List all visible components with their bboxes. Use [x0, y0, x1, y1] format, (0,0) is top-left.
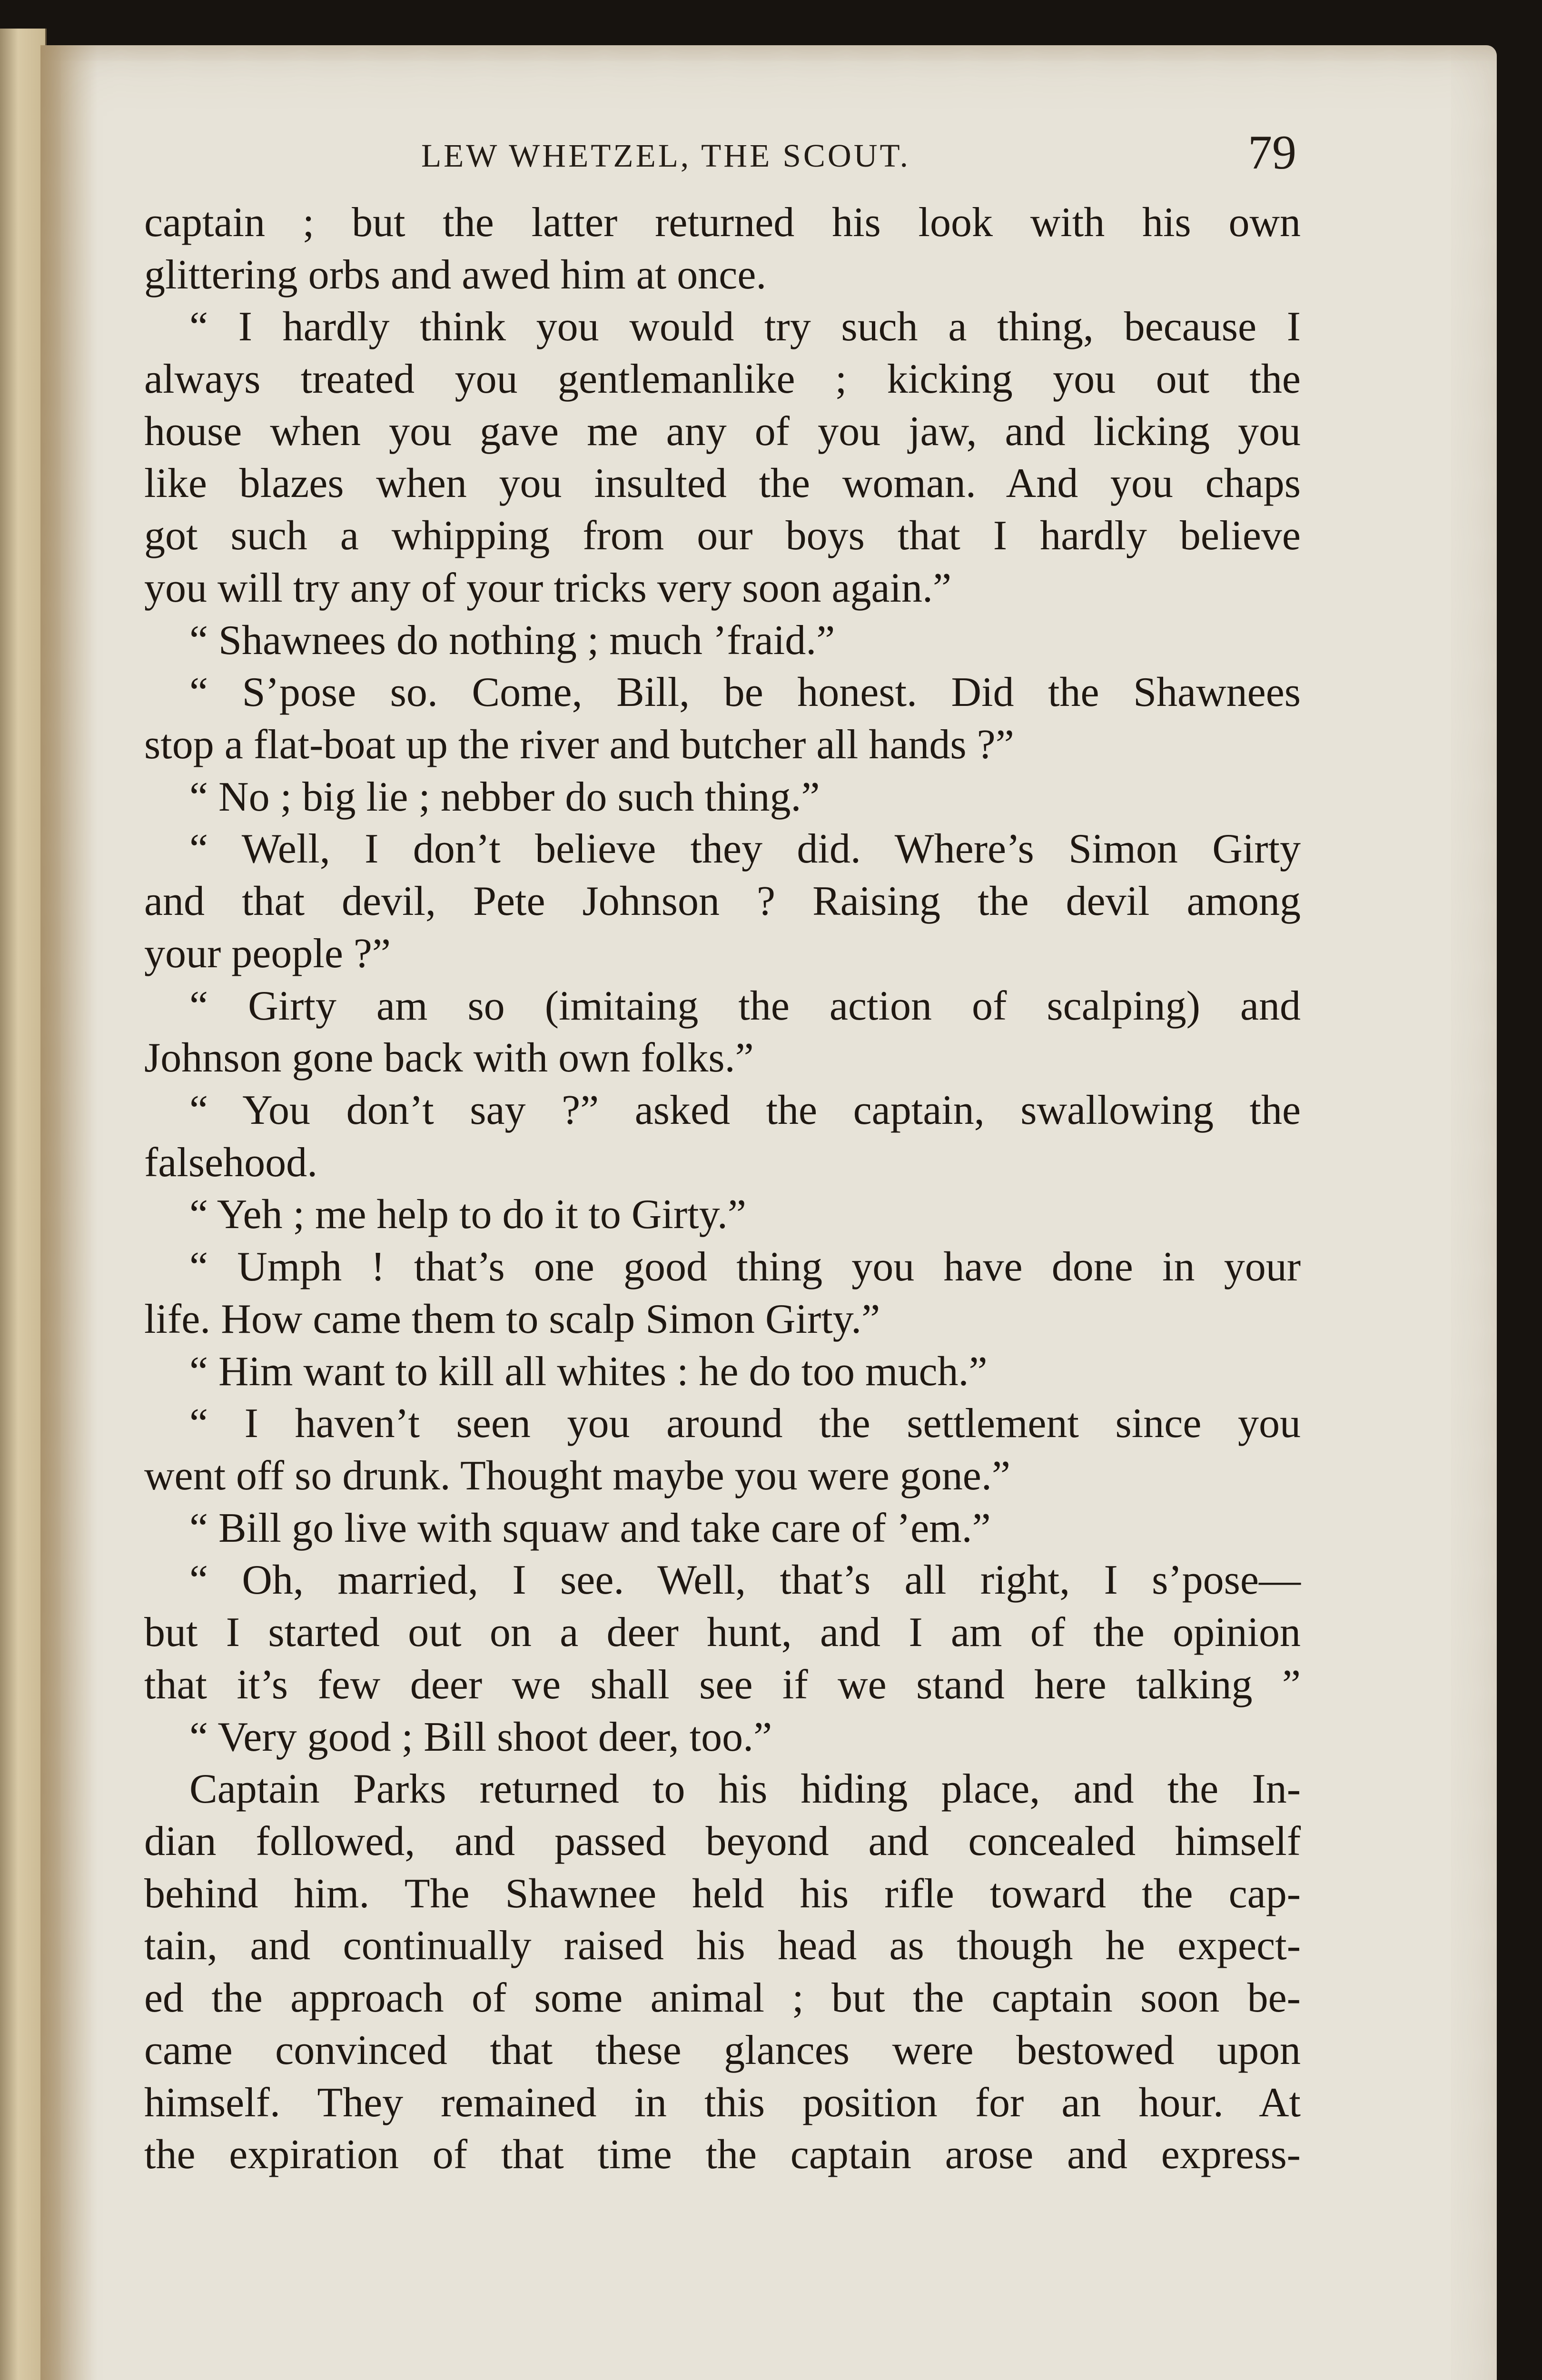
- text-line: himself. They remained in this position for an hour. At: [144, 2080, 1301, 2126]
- text-line: your people ?”: [144, 931, 391, 977]
- text-line: “ Him want to kill all whites : he do too much.”: [189, 1349, 988, 1395]
- text-line: “ Very good ; Bill shoot deer, too.”: [189, 1714, 772, 1760]
- text-line: “ Yeh ; me help to do it to Girty.”: [189, 1191, 746, 1238]
- text-line: you will try any of your tricks very soon again.”: [144, 565, 952, 611]
- text-line: came convinced that these glances were bestowed upon: [144, 2027, 1301, 2073]
- text-line: “ I haven’t seen you around the settlement since you: [189, 1400, 1301, 1447]
- text-line: stop a flat-boat up the river and butcher all hands ?”: [144, 722, 1014, 768]
- previous-page-edge: [0, 29, 47, 2380]
- text-line: but I started out on a deer hunt, and I am of the opinion: [144, 1609, 1301, 1656]
- text-line: tain, and continually raised his head as though he expect-: [144, 1923, 1301, 1969]
- text-line: “ I hardly think you would try such a thing, because I: [189, 304, 1301, 350]
- text-line: “ No ; big lie ; nebber do such thing.”: [189, 774, 820, 820]
- text-line: and that devil, Pete Johnson ? Raising the devil among: [144, 878, 1301, 924]
- text-line: the expiration of that time the captain arose and express-: [144, 2132, 1301, 2178]
- text-line: life. How came them to scalp Simon Girty.”: [144, 1296, 880, 1342]
- text-line: Johnson gone back with own folks.”: [144, 1035, 754, 1081]
- running-head: LEW WHETZEL, THE SCOUT.: [421, 138, 910, 174]
- text-line: went off so drunk. Thought maybe you were gone.”: [144, 1453, 1010, 1499]
- text-line: that it’s few deer we shall see if we stand here talking ”: [144, 1662, 1301, 1708]
- text-line: house when you gave me any of you jaw, and licking you: [144, 408, 1301, 455]
- text-line: got such a whipping from our boys that I hardly believe: [144, 513, 1301, 559]
- text-line: like blazes when you insulted the woman. And you chaps: [144, 460, 1301, 506]
- text-line: “ Oh, married, I see. Well, that’s all right, I s’pose—: [189, 1557, 1301, 1603]
- text-line: “ Girty am so (imitaing the action of scalping) and: [189, 983, 1301, 1029]
- text-line: always treated you gentlemanlike ; kicking you out the: [144, 356, 1301, 402]
- text-line: dian followed, and passed beyond and concealed himself: [144, 1818, 1301, 1864]
- text-line: “ Bill go live with squaw and take care of ’em.”: [189, 1505, 991, 1551]
- text-line: “ Umph ! that’s one good thing you have done in your: [189, 1244, 1301, 1290]
- page-number: 79: [1248, 126, 1296, 179]
- text-line: “ Well, I don’t believe they did. Where’s Simon Girty: [189, 826, 1301, 872]
- text-line: “ You don’t say ?” asked the captain, swallowing the: [189, 1087, 1301, 1133]
- text-line: “ Shawnees do nothing ; much ’fraid.”: [189, 617, 835, 664]
- text-line: Captain Parks returned to his hiding place, and the In-: [189, 1766, 1301, 1812]
- text-line: falsehood.: [144, 1140, 318, 1186]
- text-line: glittering orbs and awed him at once.: [144, 252, 767, 298]
- text-line: behind him. The Shawnee held his rifle toward the cap-: [144, 1871, 1301, 1917]
- text-line: captain ; but the latter returned his look with his own: [144, 199, 1301, 246]
- text-line: ed the approach of some animal ; but the captain soon be-: [144, 1975, 1301, 2021]
- text-line: “ S’pose so. Come, Bill, be honest. Did the Shawnees: [189, 669, 1301, 715]
